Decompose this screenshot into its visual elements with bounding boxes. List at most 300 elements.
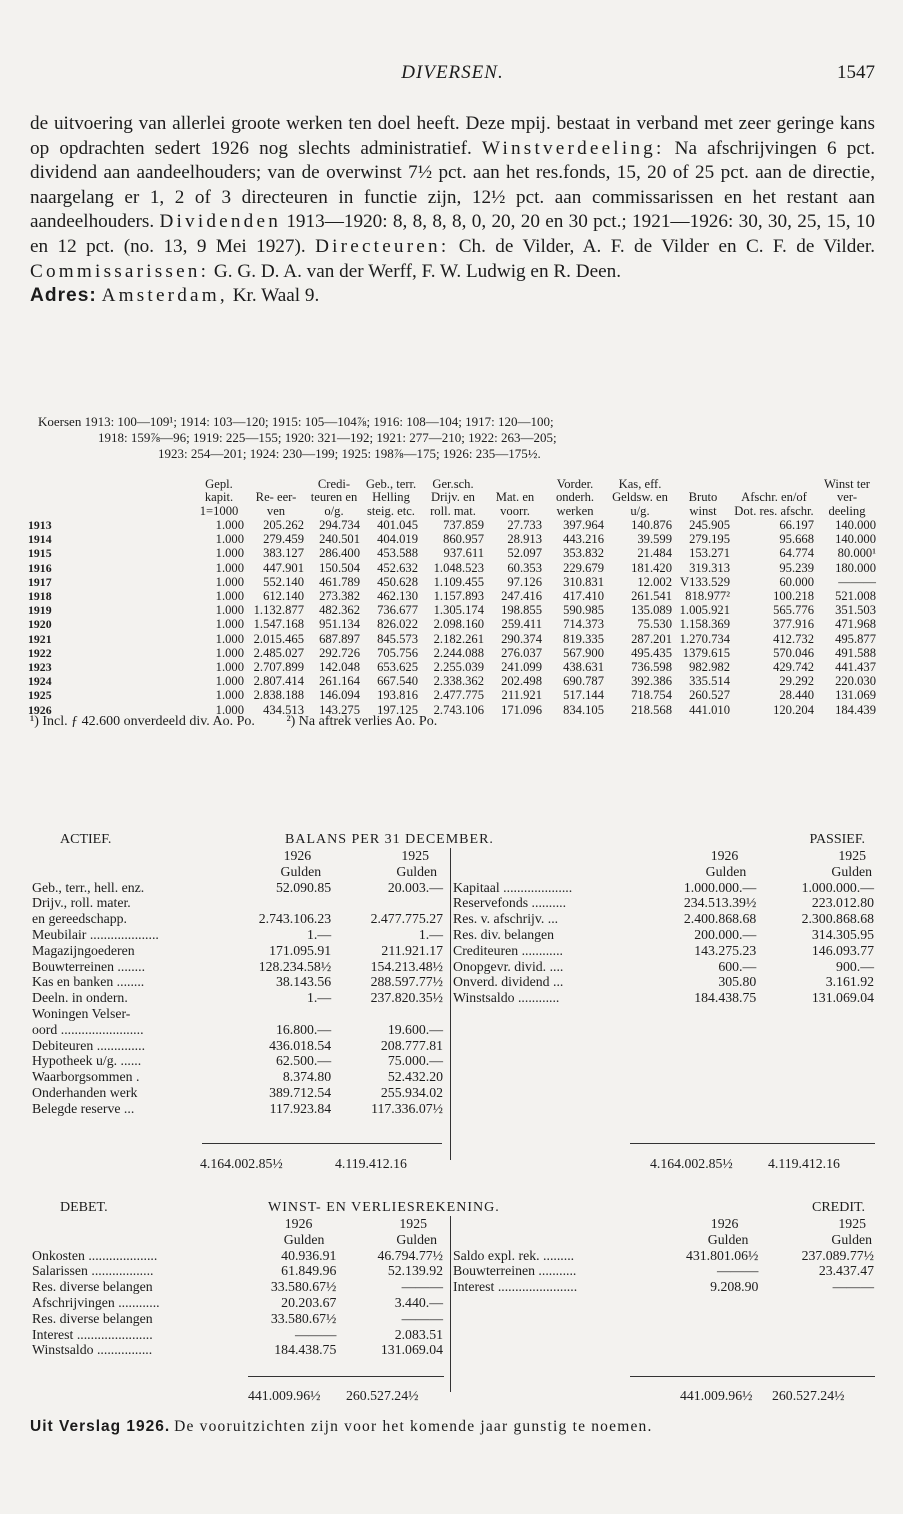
table-cell: 1.000 <box>215 588 244 603</box>
stats-header: Kas, eff. Geldsw. en u/g. <box>612 477 668 518</box>
ledger-amount: 234.513.39½ <box>683 895 757 911</box>
table-cell: 259.411 <box>501 617 542 632</box>
table-cell: 131.069 <box>835 688 876 703</box>
table-cell: 1.000 <box>215 702 244 717</box>
table-cell: 310.831 <box>563 574 604 589</box>
ledger-label: Interest ...................... <box>32 1326 153 1342</box>
table-row <box>28 561 878 575</box>
table-cell: 1.000 <box>215 603 244 618</box>
passief-title: PASSIEF. <box>809 832 865 847</box>
ledger-row <box>451 880 876 896</box>
table-cell: 1.157.893 <box>433 588 484 603</box>
ledger-amount: 211.921.17 <box>381 942 443 958</box>
table-cell: 567.900 <box>563 645 604 660</box>
table-cell: 1.000 <box>215 645 244 660</box>
credit-title: CREDIT. <box>811 1200 865 1215</box>
table-cell: 377.916 <box>773 617 814 632</box>
ledger-amount: 154.213.48½ <box>370 958 443 974</box>
table-cell: 353.832 <box>563 546 604 561</box>
ledger-label: Reservefonds .......... <box>453 895 567 911</box>
verslag-note <box>30 1418 875 1436</box>
table-cell: 434.513 <box>263 702 304 717</box>
ledger-amount: 2.743.106.23 <box>258 911 332 927</box>
table-cell: 690.787 <box>563 674 604 689</box>
table-row <box>28 674 878 688</box>
balance-title: BALANS PER 31 DECEMBER. <box>285 832 494 847</box>
table-cell: 29.292 <box>779 674 814 689</box>
ledger-label: en gereedschapp. <box>32 911 127 927</box>
table-row <box>28 688 878 702</box>
total-right-1925: 260.527.24½ <box>772 1388 845 1403</box>
total-left-1926: 441.009.96½ <box>248 1388 321 1403</box>
ledger-row <box>30 943 445 959</box>
winstverdeeling-label: Winstverdeeling: <box>481 137 665 159</box>
table-cell: 1.000 <box>215 517 244 532</box>
directeuren-label: Directeuren: <box>315 235 450 257</box>
ledger-amount: 208.777.81 <box>380 1037 443 1053</box>
table-cell: 120.204 <box>773 702 814 717</box>
ledger-amount: 146.093.77 <box>811 942 874 958</box>
ledger-amount: 20.003.— <box>387 879 443 895</box>
ledger-amount: 1.— <box>307 990 332 1006</box>
table-cell: 279.195 <box>689 532 730 547</box>
stats-header: Ger.sch. Drijv. en roll. mat. <box>430 477 476 518</box>
ledger-amount: 184.438.75 <box>274 1342 337 1358</box>
ledger-amount: 1.— <box>418 926 443 942</box>
unit-header: Gulden <box>396 1231 437 1247</box>
unit-header: Gulden <box>280 863 322 879</box>
stats-header: Vorder. onderh. werken <box>555 477 595 518</box>
ledger-row <box>30 895 445 911</box>
table-cell: 441.010 <box>689 702 730 717</box>
table-cell: 736.677 <box>377 603 418 618</box>
ledger-row <box>451 911 876 927</box>
table-cell: 287.201 <box>631 631 672 646</box>
table-cell: 135.089 <box>631 603 672 618</box>
ledger-label: Onopgevr. divid. .... <box>453 958 564 974</box>
year-header: 1926 <box>284 1216 313 1231</box>
table-cell: 153.271 <box>689 546 730 561</box>
table-cell: 443.216 <box>563 532 604 547</box>
table-cell: 495.877 <box>835 631 876 646</box>
table-cell: 1.109.455 <box>433 574 484 589</box>
ledger-amount: 184.438.75 <box>694 990 757 1006</box>
table-cell: 2.477.775 <box>433 688 484 703</box>
ledger-label: Onverd. dividend ... <box>453 974 564 990</box>
table-cell: 718.754 <box>631 688 672 703</box>
table-cell: 1.000 <box>215 560 244 575</box>
year-cell: 1920 <box>28 617 52 632</box>
table-cell: 1.000 <box>215 688 244 703</box>
ledger-label: Winstsaldo ............ <box>453 990 560 1006</box>
table-cell: 2.743.106 <box>433 702 484 717</box>
ledger-amount: 255.934.02 <box>380 1084 443 1100</box>
table-cell: 66.197 <box>779 517 814 532</box>
total-rule <box>630 1143 875 1144</box>
ledger-label: Geb., terr., hell. enz. <box>32 879 145 895</box>
ledger-amount: 600.— <box>718 958 757 974</box>
table-row <box>28 532 878 546</box>
table-cell: 193.816 <box>377 688 418 703</box>
ledger-amount: 52.432.20 <box>387 1069 443 1085</box>
table-cell: 1.547.168 <box>253 617 304 632</box>
ledger-amount: 1.— <box>307 926 332 942</box>
ledger-row <box>30 1053 445 1069</box>
ledger-label: Kas en banken ........ <box>32 974 145 990</box>
table-cell: 261.164 <box>319 674 360 689</box>
ledger-label: Magazijngoederen <box>32 942 135 958</box>
table-cell: 171.096 <box>501 702 542 717</box>
year-cell: 1921 <box>28 631 52 646</box>
unit-header: Gulden <box>707 1231 749 1247</box>
ledger-amount: 389.712.54 <box>269 1084 332 1100</box>
ledger-label: Woningen Velser- <box>32 1005 131 1021</box>
table-row <box>28 617 878 631</box>
table-cell: 60.353 <box>507 560 542 575</box>
stats-header: Credi- teuren en o/g. <box>310 477 358 518</box>
ledger-row <box>30 1311 445 1327</box>
ledger-amount: 131.069.04 <box>811 990 874 1006</box>
company-description <box>30 112 875 309</box>
ledger-row <box>30 974 445 990</box>
table-cell: 429.742 <box>773 659 814 674</box>
ledger-row <box>30 1263 445 1279</box>
total-rule <box>202 1143 442 1144</box>
page-title: DIVERSEN. <box>401 62 504 83</box>
table-cell: 383.127 <box>263 546 304 561</box>
ledger-row <box>451 959 876 975</box>
ledger-amount: 19.600.— <box>387 1021 443 1037</box>
stats-header: Afschr. en/of Dot. res. afschr. <box>734 490 814 518</box>
ledger-label: Bouwterreinen ........... <box>453 1263 577 1279</box>
unit-header: Gulden <box>831 863 872 879</box>
table-cell: 471.968 <box>835 617 876 632</box>
stats-header: Re- eer- ven <box>255 490 297 518</box>
ledger-row <box>30 990 445 1006</box>
table-cell: 202.498 <box>501 674 542 689</box>
table-cell: 612.140 <box>263 588 304 603</box>
table-cell: 1.000 <box>215 674 244 689</box>
ledger-row <box>30 1038 445 1054</box>
table-cell: 1.000 <box>215 631 244 646</box>
table-cell: 1379.615 <box>682 645 730 660</box>
table-cell: 570.046 <box>773 645 814 660</box>
ledger-amount: 20.203.67 <box>281 1294 337 1310</box>
table-row <box>28 632 878 646</box>
total-right-1926: 441.009.96½ <box>680 1388 753 1403</box>
ledger-row <box>30 1342 445 1358</box>
table-cell: 21.484 <box>637 546 672 561</box>
table-cell: 205.262 <box>263 517 304 532</box>
year-header: 1925 <box>838 1216 866 1231</box>
ledger-amount: 2.083.51 <box>394 1326 443 1342</box>
koersen-block <box>30 414 875 462</box>
ledger-label: Belegde reserve ... <box>32 1100 135 1116</box>
table-cell: 181.420 <box>631 560 672 575</box>
ledger-row <box>30 927 445 943</box>
unit-header: Gulden <box>283 1231 325 1247</box>
ledger-amount: 237.089.77½ <box>801 1247 874 1263</box>
ledger-label: Bouwterreinen ........ <box>32 958 146 974</box>
ledger-amount: 305.80 <box>718 974 757 990</box>
ledger-row <box>451 974 876 990</box>
table-cell: 845.573 <box>377 631 418 646</box>
table-cell: 1.158.369 <box>679 617 730 632</box>
ledger-row <box>30 959 445 975</box>
table-cell: 404.019 <box>377 532 418 547</box>
ledger-amount: 237.820.35½ <box>370 990 443 1006</box>
ledger-amount: 128.234.58½ <box>258 958 332 974</box>
table-cell: 482.362 <box>319 603 360 618</box>
ledger-label: Interest ....................... <box>453 1279 578 1295</box>
table-cell: 279.459 <box>263 532 304 547</box>
table-cell: 146.094 <box>319 688 360 703</box>
table-cell: 294.734 <box>319 517 360 532</box>
ledger-label: Res. v. afschrijv. ... <box>453 911 559 927</box>
table-cell: 417.410 <box>563 588 604 603</box>
ledger-amount: ——— <box>401 1310 443 1326</box>
ledger-amount: 52.090.85 <box>275 879 332 895</box>
ledger-label: Saldo expl. rek. ......... <box>453 1247 575 1263</box>
footnote-1: ¹) Incl. ƒ 42.600 onverdeeld div. Ao. Po. <box>30 714 255 729</box>
koersen-line: 1918: 159⅞—96; 1919: 225—155; 1920: 321—192; 1921: 277—210; 1922: 263—205; <box>98 430 557 445</box>
ledger-amount: 9.208.90 <box>710 1279 759 1295</box>
ledger-row <box>451 1248 876 1264</box>
table-cell: 667.540 <box>377 674 418 689</box>
stats-header: Gepl. kapit. 1=1000 <box>199 477 239 518</box>
table-cell: 937.611 <box>443 546 484 561</box>
ledger-amount: 1.000.000.— <box>683 879 757 895</box>
table-cell: 245.905 <box>689 517 730 532</box>
ledger-row <box>30 1327 445 1343</box>
table-cell: 1.270.734 <box>679 631 730 646</box>
table-cell: 28.440 <box>779 688 814 703</box>
verslag-label: Uit Verslag 1926. <box>30 1418 171 1435</box>
table-cell: 818.977² <box>685 588 730 603</box>
table-cell: 260.527 <box>689 688 730 703</box>
ledger-label: Hypotheek u/g. ...... <box>32 1053 142 1069</box>
table-cell: 552.140 <box>263 574 304 589</box>
unit-header: Gulden <box>831 1231 872 1247</box>
stats-header: Geb., terr. Helling steig. etc. <box>365 477 417 518</box>
total-left-1925: 260.527.24½ <box>346 1388 419 1403</box>
table-cell: 2.838.188 <box>253 688 304 703</box>
ledger-label: Salarissen .................. <box>32 1263 154 1279</box>
table-cell: 143.275 <box>319 702 360 717</box>
actief-column <box>30 848 445 1117</box>
table-row <box>28 575 878 589</box>
balance-sheet <box>30 832 875 1172</box>
table-cell: 705.756 <box>377 645 418 660</box>
table-cell: ——— <box>838 574 876 589</box>
table-cell: 97.126 <box>507 574 542 589</box>
year-cell: 1915 <box>28 546 52 561</box>
table-cell: V133.529 <box>679 574 730 589</box>
dividenden-text: 1913—1920: 8, 8, 8, 8, 0, 20, 20 en 30 pct.; 1921—1926: 30, 30, 25, 15, 10 en 12 pct. (no. 13, 9 Mei 1927). <box>30 211 876 257</box>
verslag-text: De vooruitzichten zijn voor het komende jaar gunstig te noemen. <box>174 1418 653 1435</box>
table-cell: 819.335 <box>563 631 604 646</box>
table-cell: 1.000 <box>215 659 244 674</box>
ledger-label: Kapitaal .................... <box>453 879 573 895</box>
ledger-amount: 2.477.775.27 <box>370 911 443 927</box>
table-cell: 1.000 <box>215 532 244 547</box>
table-cell: 834.105 <box>563 702 604 717</box>
table-cell: 27.733 <box>507 517 542 532</box>
year-header: 1926 <box>283 848 312 863</box>
table-cell: 495.435 <box>631 645 672 660</box>
ledger-amount: 143.275.23 <box>694 942 757 958</box>
table-cell: 290.374 <box>501 631 542 646</box>
year-cell: 1913 <box>28 517 52 532</box>
table-cell: 335.514 <box>689 674 730 689</box>
table-cell: 351.503 <box>835 603 876 618</box>
table-cell: 401.045 <box>377 517 418 532</box>
table-cell: 517.144 <box>563 688 604 703</box>
table-row <box>28 546 878 560</box>
table-cell: 95.239 <box>779 560 814 575</box>
table-cell: 737.859 <box>443 517 484 532</box>
table-cell: 286.400 <box>319 546 360 561</box>
ledger-row <box>451 943 876 959</box>
table-row <box>28 589 878 603</box>
table-cell: 150.504 <box>319 560 360 575</box>
ledger-amount: ——— <box>832 1279 874 1295</box>
ledger-label: Onkosten .................... <box>32 1247 158 1263</box>
ledger-label: Crediteuren ............ <box>453 942 563 958</box>
table-cell: 653.625 <box>377 659 418 674</box>
year-header: 1926 <box>710 1216 739 1231</box>
ledger-row <box>451 927 876 943</box>
table-cell: 461.789 <box>319 574 360 589</box>
year-cell: 1916 <box>28 560 52 575</box>
table-cell: 52.097 <box>507 546 542 561</box>
ledger-row <box>451 1279 876 1295</box>
ledger-row <box>30 1248 445 1264</box>
year-header: 1925 <box>838 848 866 863</box>
table-cell: 951.134 <box>319 617 360 632</box>
ledger-label: Deeln. in ondern. <box>32 990 128 1006</box>
ledger-amount <box>333 1006 445 1022</box>
ledger-label: Drijv., roll. mater. <box>32 895 131 911</box>
winstverdeeling-text: Na afschrijvingen 6 pct. dividend aan aandeelhouders; van de overwinst 7½ pct. aan het res.fonds, 15, 20 of 25 pct. aan de directie, naargelang er 1, 2 of 3 directeuren in functie zijn, 12½ pct. aan commissarissen en het restant aan aandeelhouders. <box>30 137 876 233</box>
stats-header: Bruto winst <box>688 490 718 518</box>
commissarissen-label: Commissarissen: <box>30 260 210 282</box>
intro-text: de uitvoering van allerlei groote werken ten doel heeft. Deze mpij. bestaat in verband met zeer geringe kans op opdrachten sedert 1926 nog slechts administratief. <box>30 113 875 159</box>
ledger-row <box>30 1006 445 1022</box>
table-cell: 261.541 <box>631 588 672 603</box>
page <box>30 0 875 1514</box>
table-row <box>28 603 878 617</box>
table-cell: 28.913 <box>507 532 542 547</box>
table-row <box>28 646 878 660</box>
table-cell: 2.244.088 <box>433 645 484 660</box>
commissarissen-text: G. G. D. A. van der Werff, F. W. Ludwig en R. Deen. <box>213 260 622 282</box>
table-cell: 392.386 <box>631 674 672 689</box>
profit-loss-account <box>30 1200 875 1410</box>
table-cell: 438.631 <box>563 659 604 674</box>
table-cell: 95.668 <box>779 532 814 547</box>
table-cell: 1.048.523 <box>433 560 484 575</box>
ledger-amount: ——— <box>717 1263 759 1279</box>
table-cell: 276.037 <box>501 645 542 660</box>
yearly-statistics-table <box>28 478 878 717</box>
table-cell: 2.098.160 <box>433 617 484 632</box>
ledger-amount: 52.139.92 <box>387 1263 443 1279</box>
ledger-amount: 117.336.07½ <box>371 1100 443 1116</box>
table-cell: 1.005.921 <box>679 603 730 618</box>
table-cell: 860.957 <box>443 532 484 547</box>
table-cell: 273.382 <box>319 588 360 603</box>
ledger-row <box>451 990 876 1006</box>
total-left-1925: 4.119.412.16 <box>335 1156 407 1171</box>
year-cell: 1923 <box>28 659 52 674</box>
ledger-amount: 900.— <box>836 958 874 974</box>
ledger-label: Waarborgsommen . <box>32 1069 140 1085</box>
ledger-label: Winstsaldo ................ <box>32 1342 153 1358</box>
year-cell: 1926 <box>28 702 52 717</box>
year-cell: 1925 <box>28 688 52 703</box>
table-cell: 229.679 <box>563 560 604 575</box>
credit-column <box>450 1216 876 1392</box>
year-header: 1926 <box>710 848 739 863</box>
koersen-line: Koersen 1913: 100—109¹; 1914: 103—120; 1915: 105—104⅞; 1916: 108—104; 1917: 120—100; <box>38 414 554 429</box>
ledger-amount: 2.400.868.68 <box>683 911 757 927</box>
table-row <box>28 518 878 532</box>
year-cell: 1922 <box>28 645 52 660</box>
table-cell: 687.897 <box>319 631 360 646</box>
ledger-amount: 33.580.67½ <box>270 1310 337 1326</box>
ledger-label: Res. div. belangen <box>453 926 555 942</box>
ledger-amount: 46.794.77½ <box>377 1247 443 1263</box>
unit-header: Gulden <box>396 863 437 879</box>
table-cell: 491.588 <box>835 645 876 660</box>
table-cell: 75.530 <box>637 617 672 632</box>
ledger-amount: 1.000.000.— <box>801 879 874 895</box>
ledger-label: Onderhanden werk <box>32 1084 138 1100</box>
ledger-amount: 200.000.— <box>694 926 757 942</box>
ledger-row <box>30 880 445 896</box>
ledger-amount: 117.923.84 <box>269 1100 332 1116</box>
ledger-amount: 436.018.54 <box>269 1037 332 1053</box>
ledger-label: Afschrijvingen ............ <box>32 1294 160 1310</box>
ledger-amount: 3.161.92 <box>825 974 874 990</box>
table-cell: 826.022 <box>377 617 418 632</box>
table-cell: 2.015.465 <box>253 631 304 646</box>
ledger-amount: 23.437.47 <box>818 1263 874 1279</box>
table-cell: 714.373 <box>563 617 604 632</box>
ledger-row <box>30 911 445 927</box>
table-row <box>28 660 878 674</box>
table-cell: 565.776 <box>773 603 814 618</box>
ledger-label: oord ........................ <box>32 1021 144 1037</box>
table-cell: 64.774 <box>779 546 814 561</box>
table-cell: 1.000 <box>215 617 244 632</box>
ledger-amount: 16.800.— <box>275 1021 332 1037</box>
year-cell: 1917 <box>28 574 52 589</box>
table-cell: 397.964 <box>563 517 604 532</box>
actief-title: ACTIEF. <box>60 832 112 847</box>
ledger-amount: 40.936.91 <box>281 1247 337 1263</box>
table-cell: 2.807.414 <box>253 674 304 689</box>
table-cell: 60.000 <box>779 574 814 589</box>
total-left-1926: 4.164.002.85½ <box>200 1156 283 1171</box>
table-cell: 1.305.174 <box>433 603 484 618</box>
ledger-amount: 2.300.868.68 <box>801 911 874 927</box>
table-cell: 736.598 <box>631 659 672 674</box>
table-cell: 2.255.039 <box>433 659 484 674</box>
year-cell: 1919 <box>28 603 52 618</box>
year-cell: 1918 <box>28 588 52 603</box>
